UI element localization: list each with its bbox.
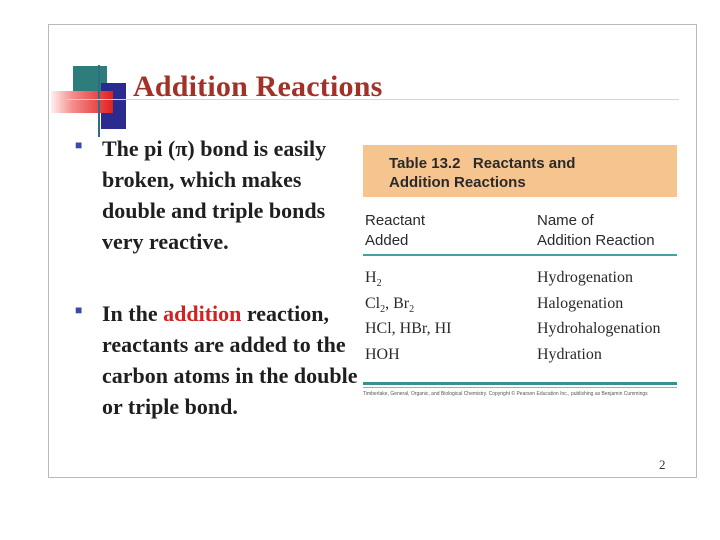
table-cell-reactant: $Cl_2$, $Br_2$ — [365, 295, 415, 316]
table-cell-reaction: Halogenation — [537, 295, 624, 312]
header-col1-line1: Reactant — [365, 212, 426, 229]
bullet-2-lead: In the — [102, 301, 164, 326]
table-bottom-rule — [363, 382, 677, 385]
bullet-text-2 — [102, 298, 364, 422]
header-col1-line2: Added — [365, 232, 409, 249]
bullet-2-rest: reaction, reactants are added to the carbon atoms in the double or triple bond. — [102, 301, 358, 419]
decor-vertical-line — [98, 65, 100, 137]
slide — [48, 24, 697, 478]
table-cell-reaction: Hydrohalogenation — [537, 320, 661, 337]
slide-title: Addition Reactions — [133, 70, 383, 103]
bullet-text-1: The pi (π) bond is easily broken, which makes double and triple bonds very reactive. — [102, 136, 327, 254]
table-caption-line-1: Table 13.2 Reactants and — [389, 155, 576, 172]
bullet-square-icon: ■ — [75, 138, 83, 152]
header-col2-line2: Addition Reaction — [537, 232, 655, 249]
table-figure — [363, 145, 677, 403]
table-cell-reaction: Hydration — [537, 346, 602, 363]
table-header-reactant — [365, 211, 425, 251]
table-cell-reaction: Hydrogenation — [537, 269, 633, 286]
table-header-reaction — [537, 211, 655, 251]
table-footnote: Timberlake, General, Organic, and Biological Chemistry. Copyright © Pearson Education Inc., publishing as Benjamin Cummings — [363, 391, 648, 397]
table-bottom-rule-thin — [363, 387, 677, 388]
decor-red-gradient-bar — [51, 91, 113, 113]
table-caption-line-2: Addition Reactions — [389, 174, 526, 191]
table-cell-reactant: HOH — [365, 346, 400, 363]
table-cell-reactant: HCl, HBr, HI — [365, 320, 452, 337]
table-header-rule — [363, 254, 677, 256]
page-number: 2 — [659, 457, 666, 472]
highlight-addition: addition — [163, 301, 242, 326]
table-cell-reactant: $H_2$ — [365, 269, 382, 290]
header-col2-line1: Name of — [537, 212, 594, 229]
bullet-square-icon: ■ — [75, 303, 83, 317]
